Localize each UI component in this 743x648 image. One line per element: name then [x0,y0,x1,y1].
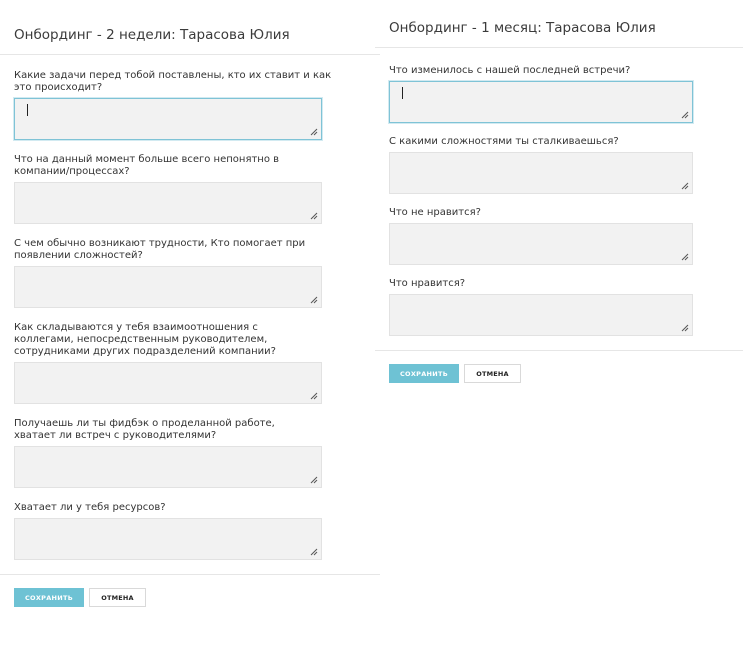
resize-handle-icon[interactable] [308,390,318,400]
onboarding-2-weeks-form [0,0,380,620]
form-title: Онбординг - 1 месяц: Тарасова Юлия [389,20,656,36]
question-label: Что не нравится? [389,207,481,218]
answer-textarea[interactable] [389,294,693,336]
resize-handle-icon[interactable] [308,474,318,484]
question-field [0,154,380,224]
answer-textarea[interactable] [14,182,322,224]
text-caret [27,104,28,116]
form-title: Онбординг - 2 недели: Тарасова Юлия [14,27,290,43]
answer-textarea[interactable] [389,152,693,194]
question-field [375,136,743,194]
question-label: Что на данный момент больше всего непонятно в компании/процессах? [14,154,280,177]
resize-handle-icon[interactable] [679,180,689,190]
resize-handle-icon[interactable] [679,322,689,332]
question-label: Хватает ли у тебя ресурсов? [14,502,166,513]
onboarding-1-month-form [375,0,743,396]
resize-handle-icon[interactable] [308,294,318,304]
title-divider [0,54,380,55]
question-field [375,278,743,336]
answer-textarea[interactable] [14,266,322,308]
question-field [0,238,380,308]
question-field [375,65,743,123]
answer-textarea[interactable] [14,518,322,560]
question-field [375,207,743,265]
question-label: Что нравится? [389,278,466,289]
question-field [0,418,380,488]
answer-textarea[interactable] [14,446,322,488]
cancel-button[interactable]: ОТМЕНА [89,588,146,607]
answer-textarea[interactable] [389,223,693,265]
answer-textarea[interactable] [389,81,693,123]
form-actions [0,575,380,620]
cancel-button[interactable]: ОТМЕНА [464,364,521,383]
text-caret [402,87,403,99]
save-button[interactable]: СОХРАНИТЬ [14,588,84,607]
resize-handle-icon[interactable] [308,210,318,220]
resize-handle-icon[interactable] [308,126,318,136]
title-divider [375,47,743,48]
resize-handle-icon[interactable] [679,251,689,261]
question-label: С какими сложностями ты сталкиваешься? [389,136,619,147]
question-field [0,70,380,140]
resize-handle-icon[interactable] [308,546,318,556]
question-label: С чем обычно возникают трудности, Кто помогает при появлении сложностей? [14,238,306,261]
answer-textarea[interactable] [14,362,322,404]
save-button[interactable]: СОХРАНИТЬ [389,364,459,383]
question-label: Как складываются у тебя взаимоотношения с коллегами, непосредственным руководителем, сотрудниками других подразделений компании? [14,322,276,357]
question-label: Какие задачи перед тобой поставлены, кто их ставит и как это происходит? [14,70,332,93]
resize-handle-icon[interactable] [679,109,689,119]
question-label: Получаешь ли ты фидбэк о проделанной работе, хватает ли встреч с руководителями? [14,418,275,441]
question-label: Что изменилось с нашей последней встречи? [389,65,631,76]
question-field [0,502,380,560]
form-actions [375,351,743,396]
question-field [0,322,380,404]
answer-textarea[interactable] [14,98,322,140]
